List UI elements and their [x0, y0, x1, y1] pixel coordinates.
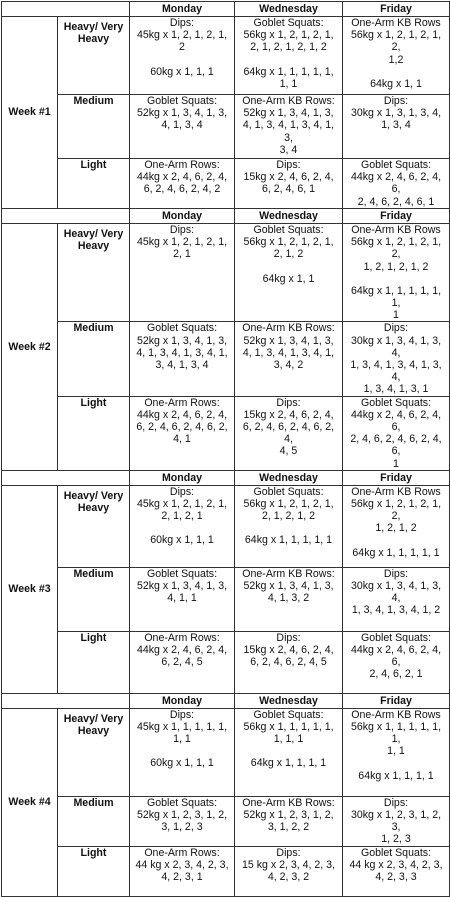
workout-cell-wednesday: [235, 224, 343, 322]
workout-cell-monday: [130, 631, 235, 693]
day-header-row: [2, 209, 450, 224]
workout-cell-wednesday: [235, 796, 343, 846]
intensity-label: Medium: [58, 796, 130, 846]
workout-cell-monday: [130, 95, 235, 159]
exercise-name: Goblet Squats:: [146, 322, 218, 335]
exercise-name: Dips:: [169, 224, 195, 236]
training-plan-table: [1, 1, 450, 897]
set-scheme-line: 15kg x 2, 4, 6, 2, 4,: [243, 408, 334, 421]
set-scheme-line: 2, 1, 2, 1, 2: [261, 510, 315, 523]
set-scheme-line: 44kg x 2, 4, 6, 2, 4,: [136, 171, 228, 184]
workout-cell-monday: [130, 846, 235, 896]
day-header-monday: Monday: [130, 693, 235, 708]
set-scheme-line: 44 kg x 2, 3, 4, 2, 3,: [135, 858, 229, 871]
day-header-wednesday: Wednesday: [235, 470, 343, 485]
workout-cell-friday: [343, 224, 450, 322]
set-scheme-line: 6, 2, 4, 6, 2, 4, 5: [250, 656, 327, 669]
set-scheme-line: 4, 1, 1: [167, 592, 197, 605]
set-scheme-line: 56kg x 1, 1, 1, 1, 1,: [243, 721, 334, 734]
set-scheme-line: 1: [393, 457, 399, 470]
intensity-label: Heavy/ Very Heavy: [58, 224, 130, 322]
session-row-medium: [2, 322, 450, 396]
header-blank-cell: [2, 2, 130, 17]
set-scheme-line: 64kg x 1, 1, 1, 1, 1, 1,: [350, 284, 442, 310]
workout-cell-friday: [343, 396, 450, 470]
session-row-medium: [2, 567, 450, 631]
spacer: [238, 54, 339, 66]
intensity-label: Light: [58, 159, 130, 209]
set-scheme-line: 4, 5: [279, 445, 298, 458]
intensity-label: Medium: [58, 322, 130, 396]
set-scheme-line: 64kg x 1, 1: [262, 272, 315, 285]
day-header-monday: Monday: [130, 209, 235, 224]
set-scheme-line: 4, 2, 3, 3: [375, 871, 417, 884]
set-scheme-line: 52kg x 1, 3, 4, 1, 3,: [136, 580, 228, 593]
set-scheme-line: 1, 3, 4: [381, 119, 411, 132]
day-header-friday: Friday: [343, 209, 450, 224]
set-scheme-line: 44kg x 2, 4, 6, 2, 4, 6,: [350, 171, 442, 196]
set-scheme-line: 64kg x 1, 1, 1, 1, 1,: [243, 65, 334, 78]
set-scheme-line: 56kg x 1, 1, 1, 1, 1, 1,: [350, 721, 442, 746]
workout-cell-friday: [343, 485, 450, 567]
exercise-name: Dips:: [383, 796, 409, 809]
spacer: [133, 745, 231, 757]
set-scheme-line: 1, 3, 4, 1, 3, 4, 1, 2: [351, 604, 441, 617]
spacer: [133, 54, 231, 66]
set-scheme-line: 3, 4, 2: [273, 359, 304, 372]
header-blank-cell: [2, 209, 130, 224]
intensity-label: Heavy/ Very Heavy: [58, 485, 130, 567]
set-scheme-line: 2, 1, 2, 1, 2, 1, 2: [250, 41, 327, 54]
set-scheme-line: 3, 4, 1, 3, 4: [155, 359, 209, 372]
spacer: [346, 273, 446, 285]
set-scheme-line: 1, 2, 1, 2, 1, 2: [363, 260, 429, 273]
set-scheme-line: 30kg x 1, 3, 4, 1, 3, 4,: [350, 580, 442, 605]
intensity-label: Heavy/ Very Heavy: [58, 708, 130, 796]
set-scheme-line: 1, 1: [279, 77, 298, 90]
workout-cell-friday: [343, 631, 450, 693]
set-scheme-line: 45kg x 1, 2, 1, 2, 1, 2: [136, 29, 228, 54]
set-scheme-line: 52kg x 1, 3, 4, 1, 3,: [243, 107, 334, 120]
exercise-name: One-Arm Rows:: [144, 159, 220, 171]
exercise-name: Goblet Squats:: [146, 567, 218, 580]
exercise-name: Dips:: [169, 17, 195, 29]
workout-cell-monday: [130, 159, 235, 209]
set-scheme-line: 44kg x 2, 4, 6, 2, 4, 6,: [350, 408, 442, 434]
exercise-name: One-Arm KB Rows: [351, 708, 441, 721]
workout-cell-friday: [343, 567, 450, 631]
set-scheme-line: 4, 2, 3, 2: [267, 871, 310, 884]
set-scheme-line: 1, 2, 3: [381, 833, 411, 846]
exercise-name: Goblet Squats:: [253, 708, 324, 721]
day-header-friday: Friday: [343, 693, 450, 708]
set-scheme-line: 64kg x 1, 1, 1, 1: [250, 757, 327, 770]
set-scheme-line: 4, 1, 3, 4, 1, 3, 4, 1,: [242, 346, 335, 359]
set-scheme-line: 45kg x 1, 2, 1, 2, 1,: [136, 498, 228, 511]
set-scheme-line: 4, 1, 3, 4, 1, 3, 4, 1, 3,: [242, 119, 335, 144]
session-row-light: [2, 846, 450, 896]
set-scheme-line: 52kg x 1, 2, 3, 1, 2,: [136, 809, 228, 822]
workout-cell-wednesday: [235, 567, 343, 631]
week-label: Week #1: [2, 17, 58, 209]
set-scheme-line: 2, 1, 2: [273, 248, 304, 261]
set-scheme-line: 64kg x 1, 1: [370, 77, 422, 90]
set-scheme-line: 6, 2, 4, 6, 2, 4, 6, 2, 4,: [242, 421, 335, 446]
set-scheme-line: 45kg x 1, 2, 1, 2, 1,: [136, 236, 228, 249]
set-scheme-line: 15kg x 2, 4, 6, 2, 4,: [243, 171, 334, 184]
intensity-label: Medium: [58, 567, 130, 631]
exercise-name: Dips:: [276, 631, 301, 644]
exercise-name: Goblet Squats:: [253, 224, 324, 236]
intensity-label: Heavy/ Very Heavy: [58, 17, 130, 95]
exercise-name: One-Arm KB Rows: [351, 17, 441, 29]
header-blank-cell: [2, 693, 130, 708]
week-label: Week #3: [2, 485, 58, 693]
workout-cell-friday: [343, 846, 450, 896]
exercise-name: Goblet Squats:: [360, 846, 432, 859]
set-scheme-line: 6, 2, 4, 6, 2, 4, 6, 2,: [136, 421, 228, 434]
set-scheme-line: 4, 1, 3, 4: [161, 119, 203, 132]
exercise-name: Dips:: [169, 485, 195, 498]
workout-cell-wednesday: [235, 95, 343, 159]
set-scheme-line: 3, 4: [279, 143, 298, 156]
intensity-label: Light: [58, 396, 130, 470]
set-scheme-line: 2, 1: [173, 248, 191, 261]
workout-cell-friday: [343, 95, 450, 159]
exercise-name: Goblet Squats:: [146, 796, 218, 809]
set-scheme-line: 56kg x 1, 2, 1, 2, 1, 2,: [350, 29, 442, 54]
day-header-monday: Monday: [130, 2, 235, 17]
set-scheme-line: 1, 2, 1, 2: [375, 522, 417, 535]
exercise-name: One-Arm KB Rows:: [242, 322, 335, 335]
session-row-medium: [2, 796, 450, 846]
workout-cell-wednesday: [235, 485, 343, 567]
workout-cell-friday: [343, 708, 450, 796]
workout-cell-friday: [343, 159, 450, 209]
exercise-name: Goblet Squats:: [253, 17, 324, 29]
set-scheme-line: 3, 1, 2, 2: [267, 821, 310, 834]
workout-cell-monday: [130, 567, 235, 631]
exercise-name: One-Arm KB Rows: [351, 485, 441, 498]
spacer: [238, 261, 339, 273]
set-scheme-line: 44kg x 2, 4, 6, 2, 4,: [136, 408, 228, 421]
exercise-name: One-Arm KB Rows:: [242, 796, 335, 809]
set-scheme-line: 44 kg x 2, 3, 4, 2, 3,: [349, 858, 443, 871]
exercise-name: One-Arm Rows:: [144, 631, 220, 644]
day-header-monday: Monday: [130, 470, 235, 485]
exercise-name: Dips:: [383, 95, 409, 107]
set-scheme-line: 52kg x 1, 2, 3, 1, 2,: [243, 809, 334, 822]
set-scheme-line: 56kg x 1, 2, 1, 2, 1,: [243, 498, 334, 511]
set-scheme-line: 56kg x 1, 2, 1, 2, 1, 2,: [350, 236, 442, 261]
exercise-name: Goblet Squats:: [360, 396, 432, 409]
spacer: [346, 758, 446, 770]
day-header-wednesday: Wednesday: [235, 693, 343, 708]
set-scheme-line: 15kg x 2, 4, 6, 2, 4,: [243, 644, 334, 657]
workout-cell-wednesday: [235, 159, 343, 209]
workout-cell-wednesday: [235, 631, 343, 693]
week-label: Week #4: [2, 708, 58, 896]
set-scheme-line: 60kg x 1, 1, 1: [150, 534, 214, 547]
day-header-friday: Friday: [343, 470, 450, 485]
set-scheme-line: 2, 4, 6, 2, 4, 6, 2, 4, 6,: [350, 433, 442, 458]
exercise-name: One-Arm KB Rows: [351, 224, 441, 236]
week-label: Week #2: [2, 224, 58, 471]
workout-cell-monday: [130, 485, 235, 567]
set-scheme-line: 64kg x 1, 1, 1, 1, 1: [352, 546, 440, 559]
set-scheme-line: 1: [393, 309, 399, 322]
day-header-row: [2, 470, 450, 485]
workout-cell-wednesday: [235, 708, 343, 796]
workout-cell-friday: [343, 322, 450, 396]
spacer: [238, 522, 339, 534]
set-scheme-line: 52kg x 1, 3, 4, 1, 3,: [136, 107, 228, 120]
set-scheme-line: 2, 4, 6, 2, 1: [369, 668, 423, 681]
spacer: [133, 522, 231, 534]
set-scheme-line: 3, 1, 2, 3: [161, 821, 203, 834]
spacer: [346, 66, 446, 78]
set-scheme-line: 44kg x 2, 4, 6, 2, 4,: [136, 644, 228, 657]
workout-cell-monday: [130, 396, 235, 470]
set-scheme-line: 64kg x 1, 1, 1, 1, 1: [244, 534, 333, 547]
exercise-name: Goblet Squats:: [360, 159, 432, 171]
exercise-name: Dips:: [276, 159, 301, 171]
intensity-label: Light: [58, 631, 130, 693]
set-scheme-line: 44kg x 2, 4, 6, 2, 4, 6,: [350, 644, 442, 669]
set-scheme-line: 56kg x 1, 2, 1, 2, 1, 2,: [350, 498, 442, 523]
exercise-name: One-Arm KB Rows:: [242, 95, 335, 107]
set-scheme-line: 1, 3, 4, 1, 3, 4, 1, 3, 4,: [350, 359, 442, 384]
session-row-light: [2, 396, 450, 470]
set-scheme-line: 45kg x 1, 1, 1, 1, 1,: [136, 721, 228, 734]
session-row-heavy: [2, 224, 450, 322]
intensity-label: Medium: [58, 95, 130, 159]
set-scheme-line: 1, 1, 1: [273, 733, 304, 746]
session-row-light: [2, 631, 450, 693]
set-scheme-line: 4, 1, 3, 2: [267, 592, 310, 605]
session-row-heavy: [2, 17, 450, 95]
set-scheme-line: 1, 1: [173, 733, 191, 746]
set-scheme-line: 30kg x 1, 3, 4, 1, 3, 4,: [350, 334, 442, 359]
exercise-name: One-Arm Rows:: [144, 846, 220, 859]
set-scheme-line: 30kg x 1, 2, 3, 1, 2, 3,: [350, 809, 442, 834]
exercise-name: One-Arm Rows:: [144, 396, 220, 409]
exercise-name: Dips:: [383, 567, 409, 580]
day-header-wednesday: Wednesday: [235, 209, 343, 224]
workout-cell-monday: [130, 708, 235, 796]
set-scheme-line: 15 kg x 2, 3, 4, 2, 3,: [241, 858, 336, 871]
workout-cell-wednesday: [235, 396, 343, 470]
day-header-friday: Friday: [343, 2, 450, 17]
exercise-name: Goblet Squats:: [253, 485, 324, 498]
set-scheme-line: 2, 4, 6, 2, 4, 6, 1: [357, 195, 435, 208]
exercise-name: Dips:: [276, 846, 301, 859]
set-scheme-line: 56kg x 1, 2, 1, 2, 1,: [243, 29, 334, 42]
set-scheme-line: 52kg x 1, 3, 4, 1, 3,: [243, 580, 334, 593]
set-scheme-line: 4, 2, 3, 1: [161, 871, 203, 884]
workout-cell-monday: [130, 17, 235, 95]
session-row-heavy: [2, 485, 450, 567]
workout-cell-friday: [343, 796, 450, 846]
set-scheme-line: 52kg x 1, 3, 4, 1, 3,: [136, 334, 228, 347]
set-scheme-line: 1, 1: [387, 745, 405, 758]
header-blank-cell: [2, 470, 130, 485]
session-row-medium: [2, 95, 450, 159]
exercise-name: One-Arm KB Rows:: [242, 567, 335, 580]
spacer: [238, 745, 339, 757]
day-header-row: [2, 2, 450, 17]
workout-cell-wednesday: [235, 17, 343, 95]
session-row-light: [2, 159, 450, 209]
exercise-name: Goblet Squats:: [360, 631, 432, 644]
day-header-wednesday: Wednesday: [235, 2, 343, 17]
set-scheme-line: 4, 1, 3, 4, 1, 3, 4, 1,: [136, 346, 228, 359]
exercise-name: Goblet Squats:: [146, 95, 218, 107]
set-scheme-line: 52kg x 1, 3, 4, 1, 3,: [243, 334, 334, 347]
workout-cell-monday: [130, 224, 235, 322]
session-row-heavy: [2, 708, 450, 796]
set-scheme-line: 64kg x 1, 1, 1, 1: [358, 769, 434, 782]
set-scheme-line: 60kg x 1, 1, 1: [150, 65, 214, 78]
set-scheme-line: 56kg x 1, 2, 1, 2, 1,: [243, 236, 334, 249]
set-scheme-line: 4, 1: [173, 433, 191, 446]
exercise-name: Dips:: [276, 396, 301, 409]
intensity-label: Light: [58, 846, 130, 896]
set-scheme-line: 60kg x 1, 1, 1: [150, 757, 214, 770]
day-header-row: [2, 693, 450, 708]
set-scheme-line: 1, 3, 4, 1, 3, 1: [363, 383, 429, 396]
workout-cell-wednesday: [235, 846, 343, 896]
spacer: [346, 535, 446, 547]
set-scheme-line: 6, 2, 4, 5: [161, 656, 203, 669]
workout-cell-wednesday: [235, 322, 343, 396]
workout-cell-monday: [130, 322, 235, 396]
workout-cell-friday: [343, 17, 450, 95]
set-scheme-line: 6, 2, 4, 6, 1: [261, 183, 315, 196]
exercise-name: Dips:: [169, 708, 195, 721]
set-scheme-line: 30kg x 1, 3, 1, 3, 4,: [350, 107, 442, 120]
set-scheme-line: 1,2: [388, 53, 404, 66]
set-scheme-line: 2, 1, 2, 1: [161, 510, 203, 523]
workout-cell-monday: [130, 796, 235, 846]
exercise-name: Dips:: [383, 322, 409, 335]
set-scheme-line: 6, 2, 4, 6, 2, 4, 2: [143, 183, 221, 196]
